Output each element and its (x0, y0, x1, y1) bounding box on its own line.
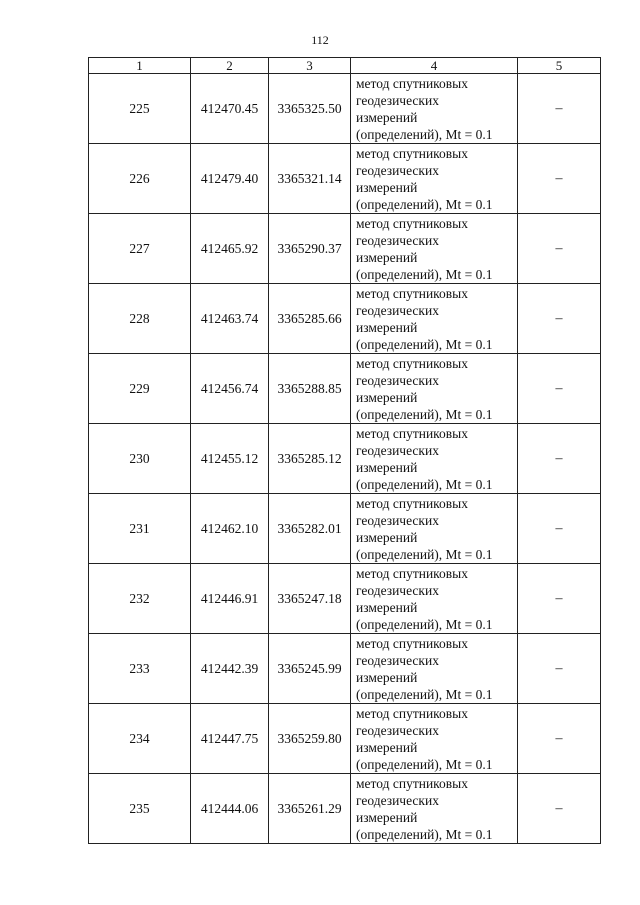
method-cell (351, 74, 518, 144)
x-coordinate-cell: 412442.39 (191, 634, 269, 704)
method-cell (351, 704, 518, 774)
page-number: 112 (311, 33, 329, 47)
column-header: 3 (269, 58, 351, 74)
method-line: измерений (356, 459, 418, 475)
method-line: измерений (356, 179, 418, 195)
x-coordinate-cell: 412455.12 (191, 424, 269, 494)
point-number-cell: 226 (89, 144, 191, 214)
method-cell (351, 634, 518, 704)
description-cell: – (518, 634, 601, 704)
method-line: метод спутниковых (356, 635, 468, 651)
x-coordinate-cell: 412470.45 (191, 74, 269, 144)
method-line: геодезических (356, 442, 439, 458)
point-number-cell: 229 (89, 354, 191, 424)
table-row (89, 704, 601, 774)
method-line: геодезических (356, 162, 439, 178)
method-cell (351, 144, 518, 214)
method-line: геодезических (356, 512, 439, 528)
column-header: 1 (89, 58, 191, 74)
method-cell (351, 494, 518, 564)
method-line: (определений), Mt = 0.1 (356, 406, 493, 422)
description-cell: – (518, 774, 601, 844)
method-cell (351, 424, 518, 494)
table-row (89, 634, 601, 704)
method-line: измерений (356, 739, 418, 755)
method-line: геодезических (356, 652, 439, 668)
method-cell (351, 284, 518, 354)
description-cell: – (518, 354, 601, 424)
point-number-cell: 232 (89, 564, 191, 634)
description-cell: – (518, 494, 601, 564)
method-line: (определений), Mt = 0.1 (356, 196, 493, 212)
method-line: (определений), Mt = 0.1 (356, 336, 493, 352)
description-cell: – (518, 214, 601, 284)
coordinates-table (88, 57, 601, 844)
method-line: (определений), Mt = 0.1 (356, 756, 493, 772)
description-cell: – (518, 144, 601, 214)
y-coordinate-cell: 3365285.12 (269, 424, 351, 494)
x-coordinate-cell: 412465.92 (191, 214, 269, 284)
table-row (89, 564, 601, 634)
method-line: (определений), Mt = 0.1 (356, 616, 493, 632)
method-line: (определений), Mt = 0.1 (356, 126, 493, 142)
method-line: измерений (356, 389, 418, 405)
column-header: 4 (351, 58, 518, 74)
x-coordinate-cell: 412462.10 (191, 494, 269, 564)
method-line: метод спутниковых (356, 705, 468, 721)
method-line: геодезических (356, 722, 439, 738)
column-header: 5 (518, 58, 601, 74)
x-coordinate-cell: 412446.91 (191, 564, 269, 634)
table-row (89, 144, 601, 214)
method-line: геодезических (356, 92, 439, 108)
description-cell: – (518, 704, 601, 774)
method-cell (351, 564, 518, 634)
method-line: геодезических (356, 792, 439, 808)
method-line: измерений (356, 809, 418, 825)
table-row (89, 74, 601, 144)
method-line: (определений), Mt = 0.1 (356, 546, 493, 562)
method-line: измерений (356, 109, 418, 125)
table-body (89, 74, 601, 844)
method-line: измерений (356, 249, 418, 265)
method-line: измерений (356, 529, 418, 545)
point-number-cell: 230 (89, 424, 191, 494)
method-line: (определений), Mt = 0.1 (356, 476, 493, 492)
method-line: метод спутниковых (356, 145, 468, 161)
method-line: геодезических (356, 302, 439, 318)
column-header: 2 (191, 58, 269, 74)
table-row (89, 774, 601, 844)
table-row (89, 424, 601, 494)
method-line: геодезических (356, 582, 439, 598)
x-coordinate-cell: 412463.74 (191, 284, 269, 354)
method-line: метод спутниковых (356, 565, 468, 581)
method-line: метод спутниковых (356, 355, 468, 371)
method-line: метод спутниковых (356, 215, 468, 231)
table-row (89, 354, 601, 424)
x-coordinate-cell: 412444.06 (191, 774, 269, 844)
point-number-cell: 228 (89, 284, 191, 354)
method-cell (351, 354, 518, 424)
y-coordinate-cell: 3365259.80 (269, 704, 351, 774)
y-coordinate-cell: 3365288.85 (269, 354, 351, 424)
point-number-cell: 235 (89, 774, 191, 844)
method-line: измерений (356, 599, 418, 615)
method-line: метод спутниковых (356, 775, 468, 791)
y-coordinate-cell: 3365261.29 (269, 774, 351, 844)
y-coordinate-cell: 3365245.99 (269, 634, 351, 704)
y-coordinate-cell: 3365325.50 (269, 74, 351, 144)
y-coordinate-cell: 3365285.66 (269, 284, 351, 354)
point-number-cell: 227 (89, 214, 191, 284)
method-line: метод спутниковых (356, 285, 468, 301)
x-coordinate-cell: 412479.40 (191, 144, 269, 214)
method-line: (определений), Mt = 0.1 (356, 266, 493, 282)
y-coordinate-cell: 3365247.18 (269, 564, 351, 634)
method-line: (определений), Mt = 0.1 (356, 826, 493, 842)
table-row (89, 214, 601, 284)
method-line: метод спутниковых (356, 425, 468, 441)
x-coordinate-cell: 412447.75 (191, 704, 269, 774)
point-number-cell: 231 (89, 494, 191, 564)
method-cell (351, 774, 518, 844)
x-coordinate-cell: 412456.74 (191, 354, 269, 424)
table-row (89, 494, 601, 564)
description-cell: – (518, 564, 601, 634)
y-coordinate-cell: 3365282.01 (269, 494, 351, 564)
table-row (89, 284, 601, 354)
table-header-row (89, 58, 601, 74)
point-number-cell: 233 (89, 634, 191, 704)
description-cell: – (518, 424, 601, 494)
y-coordinate-cell: 3365290.37 (269, 214, 351, 284)
method-line: метод спутниковых (356, 495, 468, 511)
method-line: измерений (356, 669, 418, 685)
point-number-cell: 225 (89, 74, 191, 144)
method-line: геодезических (356, 232, 439, 248)
method-cell (351, 214, 518, 284)
method-line: измерений (356, 319, 418, 335)
description-cell: – (518, 284, 601, 354)
y-coordinate-cell: 3365321.14 (269, 144, 351, 214)
point-number-cell: 234 (89, 704, 191, 774)
method-line: геодезических (356, 372, 439, 388)
description-cell: – (518, 74, 601, 144)
method-line: (определений), Mt = 0.1 (356, 686, 493, 702)
method-line: метод спутниковых (356, 75, 468, 91)
